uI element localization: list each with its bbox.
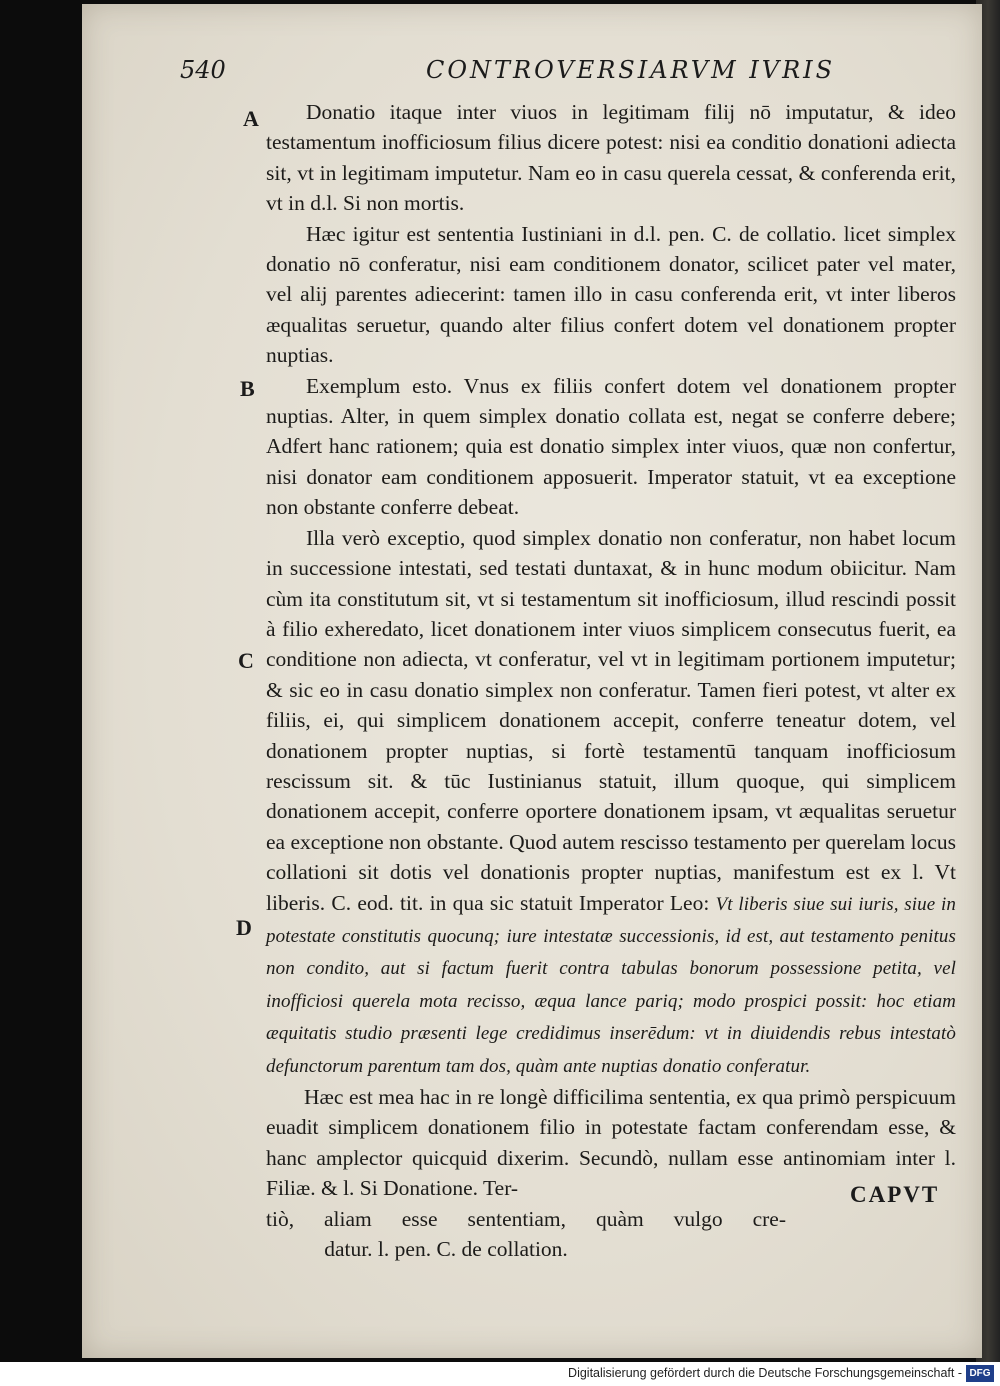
page-number: 540 [180,56,226,84]
paragraph-2: Hæc igitur est sententia Iustiniani in d.l. pen. C. de collatio. licet simplex donatio nō conferatur, nisi eam conditionem donator, scilicet pater vel mater, vel alij parentes adiecerint: tamen illo in casu conferenda erit, vt inter liberos æqualitas seruetur, quando alter filius confert dotem vel donationem propter nuptias. [266,221,956,368]
running-title: CONTROVERSIARVM IVRIS [426,56,836,84]
margin-marker-a: A [243,106,259,131]
margin-marker-b: B [240,376,255,401]
paragraph-3: Exemplum esto. Vnus ex filiis confert dotem vel donationem propter nuptias. Alter, in quem simplex donatio collata est, negat se conferre debere; Adfert hanc rationem; quia est donatio simplex inter viuos, quæ non confertur, nisi donator eam conditionem apposuerit. Imperator statuit, vt ea exceptione non obstante conferre debeat. [266,373,956,520]
page-header [180,56,840,96]
paragraph-4-text: Illa verò exceptio, quod simplex donatio non conferatur, non habet locum in successione intestati, sed testati duntaxat, & in hunc modum obiicitur. Nam cùm ita constitutum sit, vt si testamentum sit inofficiosum, illud rescindi possit à filio exheredato, licet donationem inter viuos simplicem consecutus fuerit, ea conditione non adiecta, vt conferatur, vel vt in legitimam portionem imputetur; & sic eo in casu donatio simplex non conferatur. Tamen fieri potest, vt alter ex filiis, ei, qui simplicem donationem accepit, conferre teneatur dotem, vel donationem propter nuptias, si fortè testamentū tanquam inofficiosum rescissum sit. & tūc Iustinianus statuit, illum quoque, qui simplicem donationem accepit, conferre oportere donationem ipsam, vt æqualitas seruetur ea exceptione non obstante. Quod autem rescisso testamento per querelam locus collationi sit dotis vel donationis propter nuptias, manifestum est ex l. Vt liberis. C. eod. tit. in qua sic statuit Imperator Leo: [266,525,956,915]
digitization-footer [0,1362,1000,1386]
margin-marker-d: D [236,915,252,940]
paragraph-4 [266,523,956,1082]
closing-line-2: tiò, aliam esse sententiam, quàm vulgo cre- [266,1206,786,1231]
closing-line-3: datur. l. pen. C. de collation. [324,1237,568,1262]
body-text [266,97,956,1264]
footer-credit: Digitalisierung gefördert durch die Deutsche Forschungsgemeinschaft - [568,1366,962,1380]
quotation: Vt liberis siue sui iuris, siue in potestate constitutis quocunq; iure intestatæ successionis, id est, aut testamento penitus non condito, aut si factum fuerit contra tabulas bonorum possessione petita, vel inofficiosi querela mota recisso, æqua lance pariq; modo prospici possit: hoc etiam æquitatis studio præsenti lege credidimus inserēdum: vt in diuidendis rebus intestatò defunctorum parentum tam dos, quàm ante nuptias donatio conferatur. [266,893,957,1077]
closing-paragraph: Hæc est mea hac in re longè difficilima sententia, ex qua primò perspicuum euadit simplicem donationem filio in potestate factam conferendam esse, & hanc amplector quicquid dixerim. Secundò, nullam esse antinomiam inter l. Filiæ. & l. Si Donatione. Ter- [266,1085,956,1201]
catchword: CAPVT [850,1182,940,1207]
dfg-logo: DFG [966,1365,994,1382]
paragraph-1: Donatio itaque inter viuos in legitimam filij nō imputatur, & ideo testamentum inofficiosum filius dicere potest: nisi ea conditio donationi adiecta sit, vt in legitimam imputetur. Nam eo in casu querela cessat, & conferenda erit, vt in d.l. Si non mortis. [266,100,956,216]
margin-marker-c: C [238,648,254,673]
